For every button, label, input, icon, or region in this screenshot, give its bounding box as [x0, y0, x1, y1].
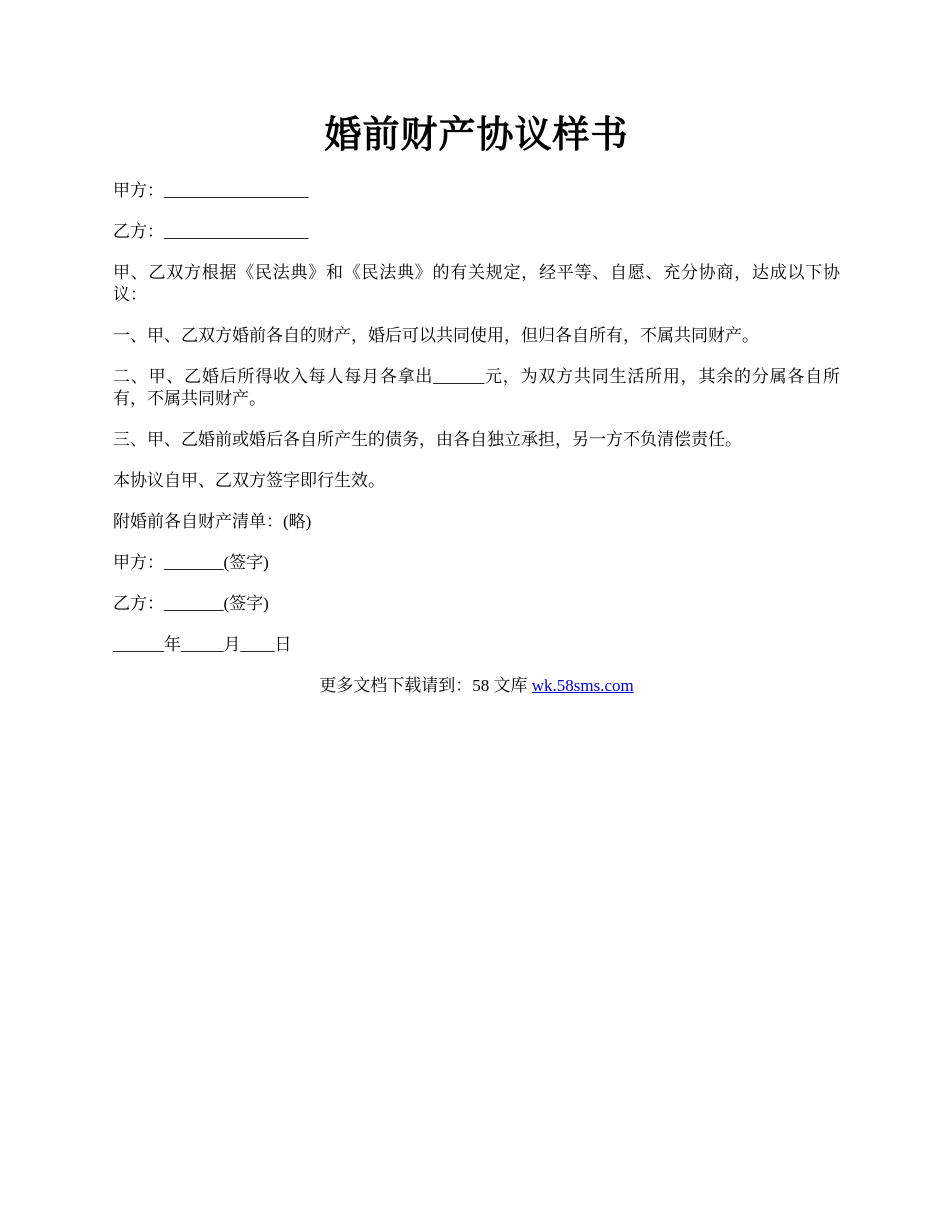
document-title: 婚前财产协议样书: [324, 115, 629, 156]
date-line: ______年_____月____日: [113, 635, 292, 654]
party-b-line: 乙方：_________________: [113, 222, 309, 241]
party-a-line: 甲方：_________________: [113, 181, 309, 200]
clause-1-paragraph: 一、甲、乙双方婚前各自的财产，婚后可以共同使用，但归各自所有，不属共同财产。: [113, 326, 759, 345]
effective-clause: 本协议自甲、乙双方签字即行生效。: [113, 471, 385, 490]
attachment-note: 附婚前各自财产清单：(略): [113, 512, 312, 531]
download-footer: [113, 675, 840, 697]
party-b-signature: 乙方：_______(签字): [113, 594, 269, 613]
footer-link[interactable]: wk.58sms.com: [531, 676, 634, 695]
clause-3-paragraph: 三、甲、乙婚前或婚后各自所产生的债务，由各自独立承担，另一方不负清偿责任。: [113, 430, 742, 449]
party-a-signature: 甲方：_______(签字): [113, 553, 269, 572]
footer-text: 更多文档下载请到：58 文库: [319, 676, 532, 695]
clause-2-paragraph: 二、甲、乙婚后所得收入每人每月各拿出______元，为双方共同生活所用，其余的分属各自所有，不属共同财产。: [113, 367, 840, 408]
preamble-paragraph: 甲、乙双方根据《民法典》和《民法典》的有关规定，经平等、自愿、充分协商，达成以下协议：: [113, 263, 840, 304]
document-body: [113, 110, 840, 697]
